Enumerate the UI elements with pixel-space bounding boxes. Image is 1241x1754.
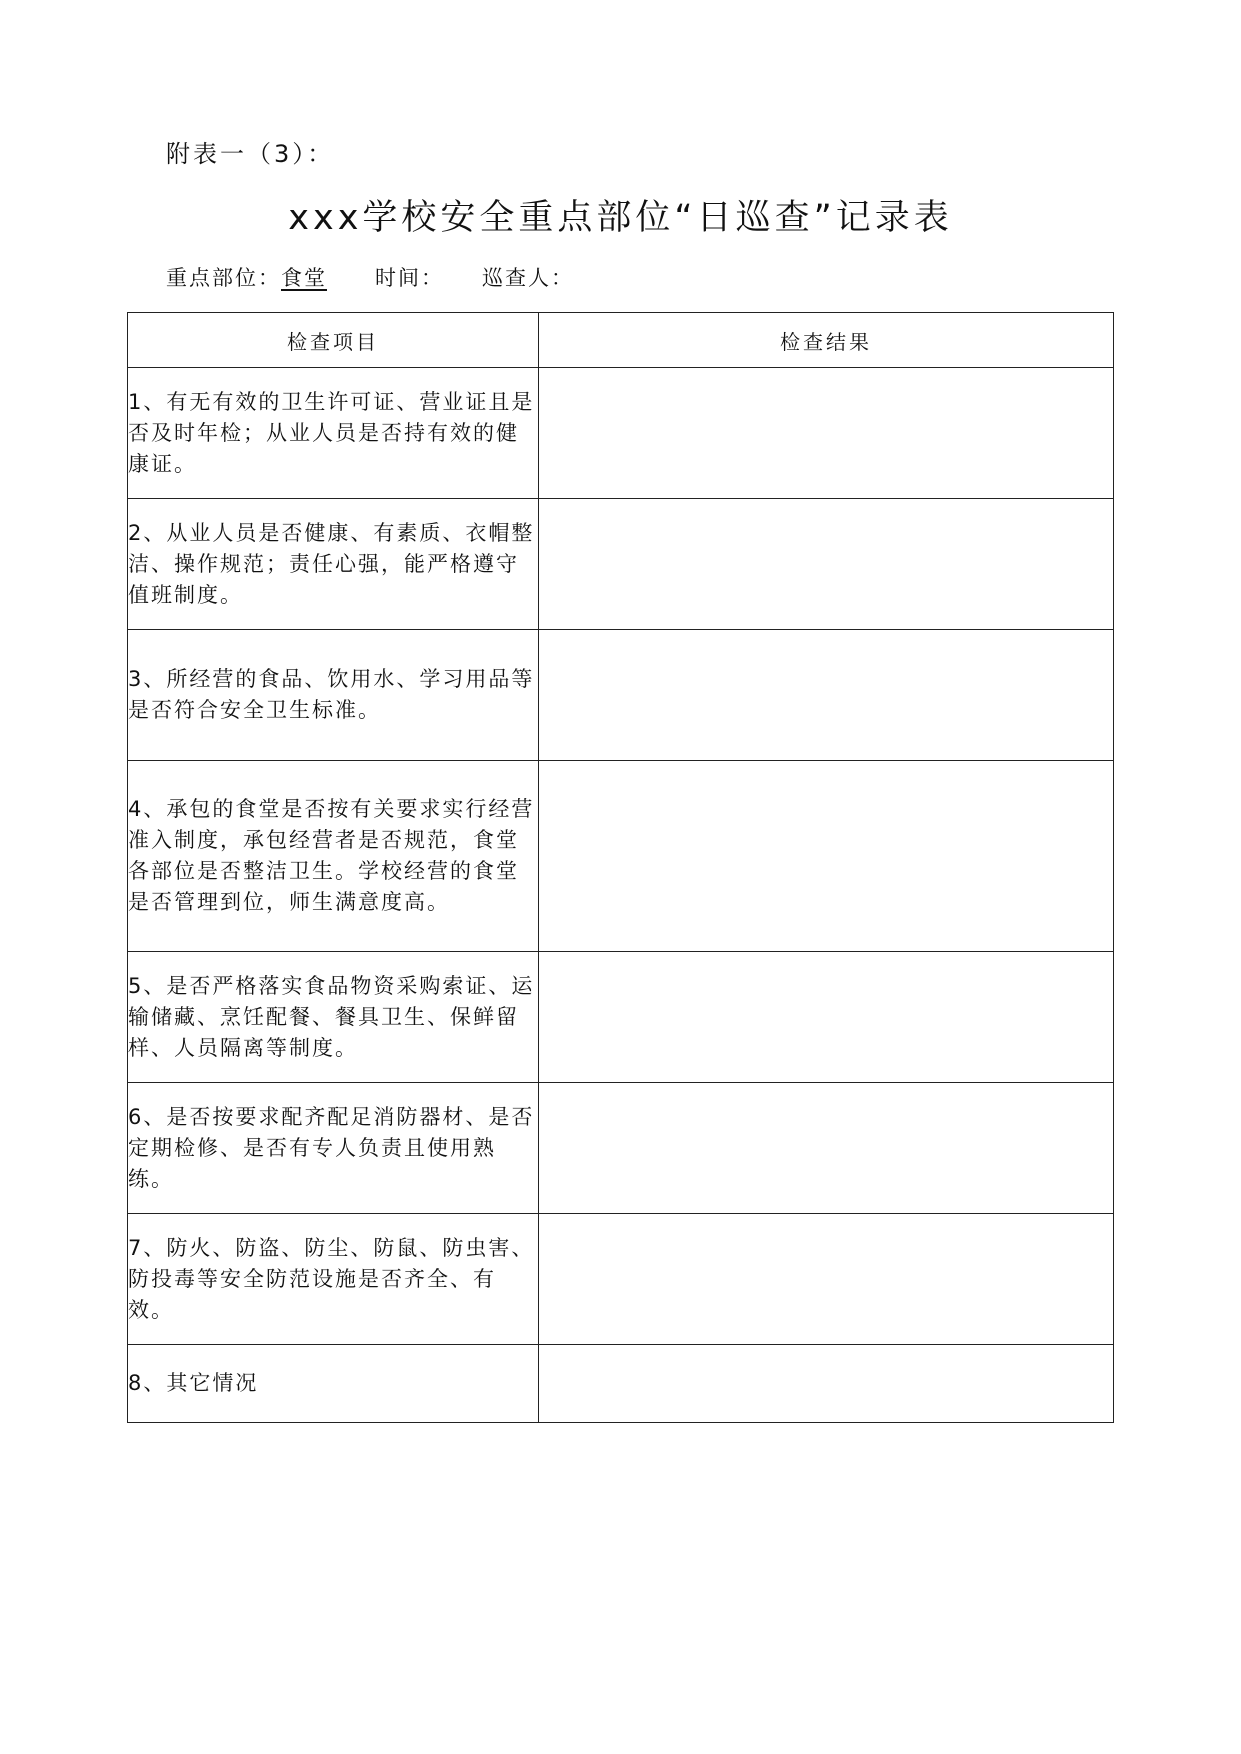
table-row: [128, 952, 1114, 1083]
inspection-result-cell[interactable]: [539, 1083, 1114, 1214]
inspection-item: 4、承包的食堂是否按有关要求实行经营准入制度，承包经营者是否规范，食堂各部位是否整洁卫生。学校经营的食堂是否管理到位，师生满意度高。: [128, 761, 539, 952]
inspection-item: 3、所经营的食品、饮用水、学习用品等是否符合安全卫生标准。: [128, 630, 539, 761]
inspector-label: 巡查人：: [482, 266, 574, 290]
location-label: 重点部位：: [166, 266, 281, 290]
table-row: [128, 630, 1114, 761]
inspection-item: 5、是否严格落实食品物资采购索证、运输储藏、烹饪配餐、餐具卫生、保鲜留样、人员隔离等制度。: [128, 952, 539, 1083]
header-inspection-item: 检查项目: [128, 313, 539, 368]
meta-line: [166, 262, 574, 292]
table-row: [128, 1083, 1114, 1214]
table-row: [128, 1345, 1114, 1423]
inspection-result-cell[interactable]: [539, 952, 1114, 1083]
page-title: xxx学校安全重点部位“日巡查”记录表: [288, 198, 953, 238]
inspection-item: 7、防火、防盗、防尘、防鼠、防虫害、防投毒等安全防范设施是否齐全、有效。: [128, 1214, 539, 1345]
table-row: [128, 1214, 1114, 1345]
table-row: [128, 499, 1114, 630]
inspection-table: [127, 312, 1114, 1423]
inspection-item: 6、是否按要求配齐配足消防器材、是否定期检修、是否有专人负责且使用熟练。: [128, 1083, 539, 1214]
inspection-result-cell[interactable]: [539, 368, 1114, 499]
inspection-item: 1、有无有效的卫生许可证、营业证且是否及时年检；从业人员是否持有效的健康证。: [128, 368, 539, 499]
inspection-item: 8、其它情况: [128, 1345, 539, 1423]
table-header-row: [128, 313, 1114, 368]
table-row: [128, 761, 1114, 952]
inspection-result-cell[interactable]: [539, 1345, 1114, 1423]
inspection-result-cell[interactable]: [539, 1214, 1114, 1345]
inspection-result-cell[interactable]: [539, 499, 1114, 630]
header-inspection-result: 检查结果: [539, 313, 1114, 368]
table-row: [128, 368, 1114, 499]
inspection-result-cell[interactable]: [539, 630, 1114, 761]
location-value: 食堂: [281, 266, 327, 290]
annex-label: 附表一（3）：: [166, 140, 335, 168]
inspection-result-cell[interactable]: [539, 761, 1114, 952]
time-label: 时间：: [375, 266, 444, 290]
inspection-item: 2、从业人员是否健康、有素质、衣帽整洁、操作规范；责任心强，能严格遵守值班制度。: [128, 499, 539, 630]
